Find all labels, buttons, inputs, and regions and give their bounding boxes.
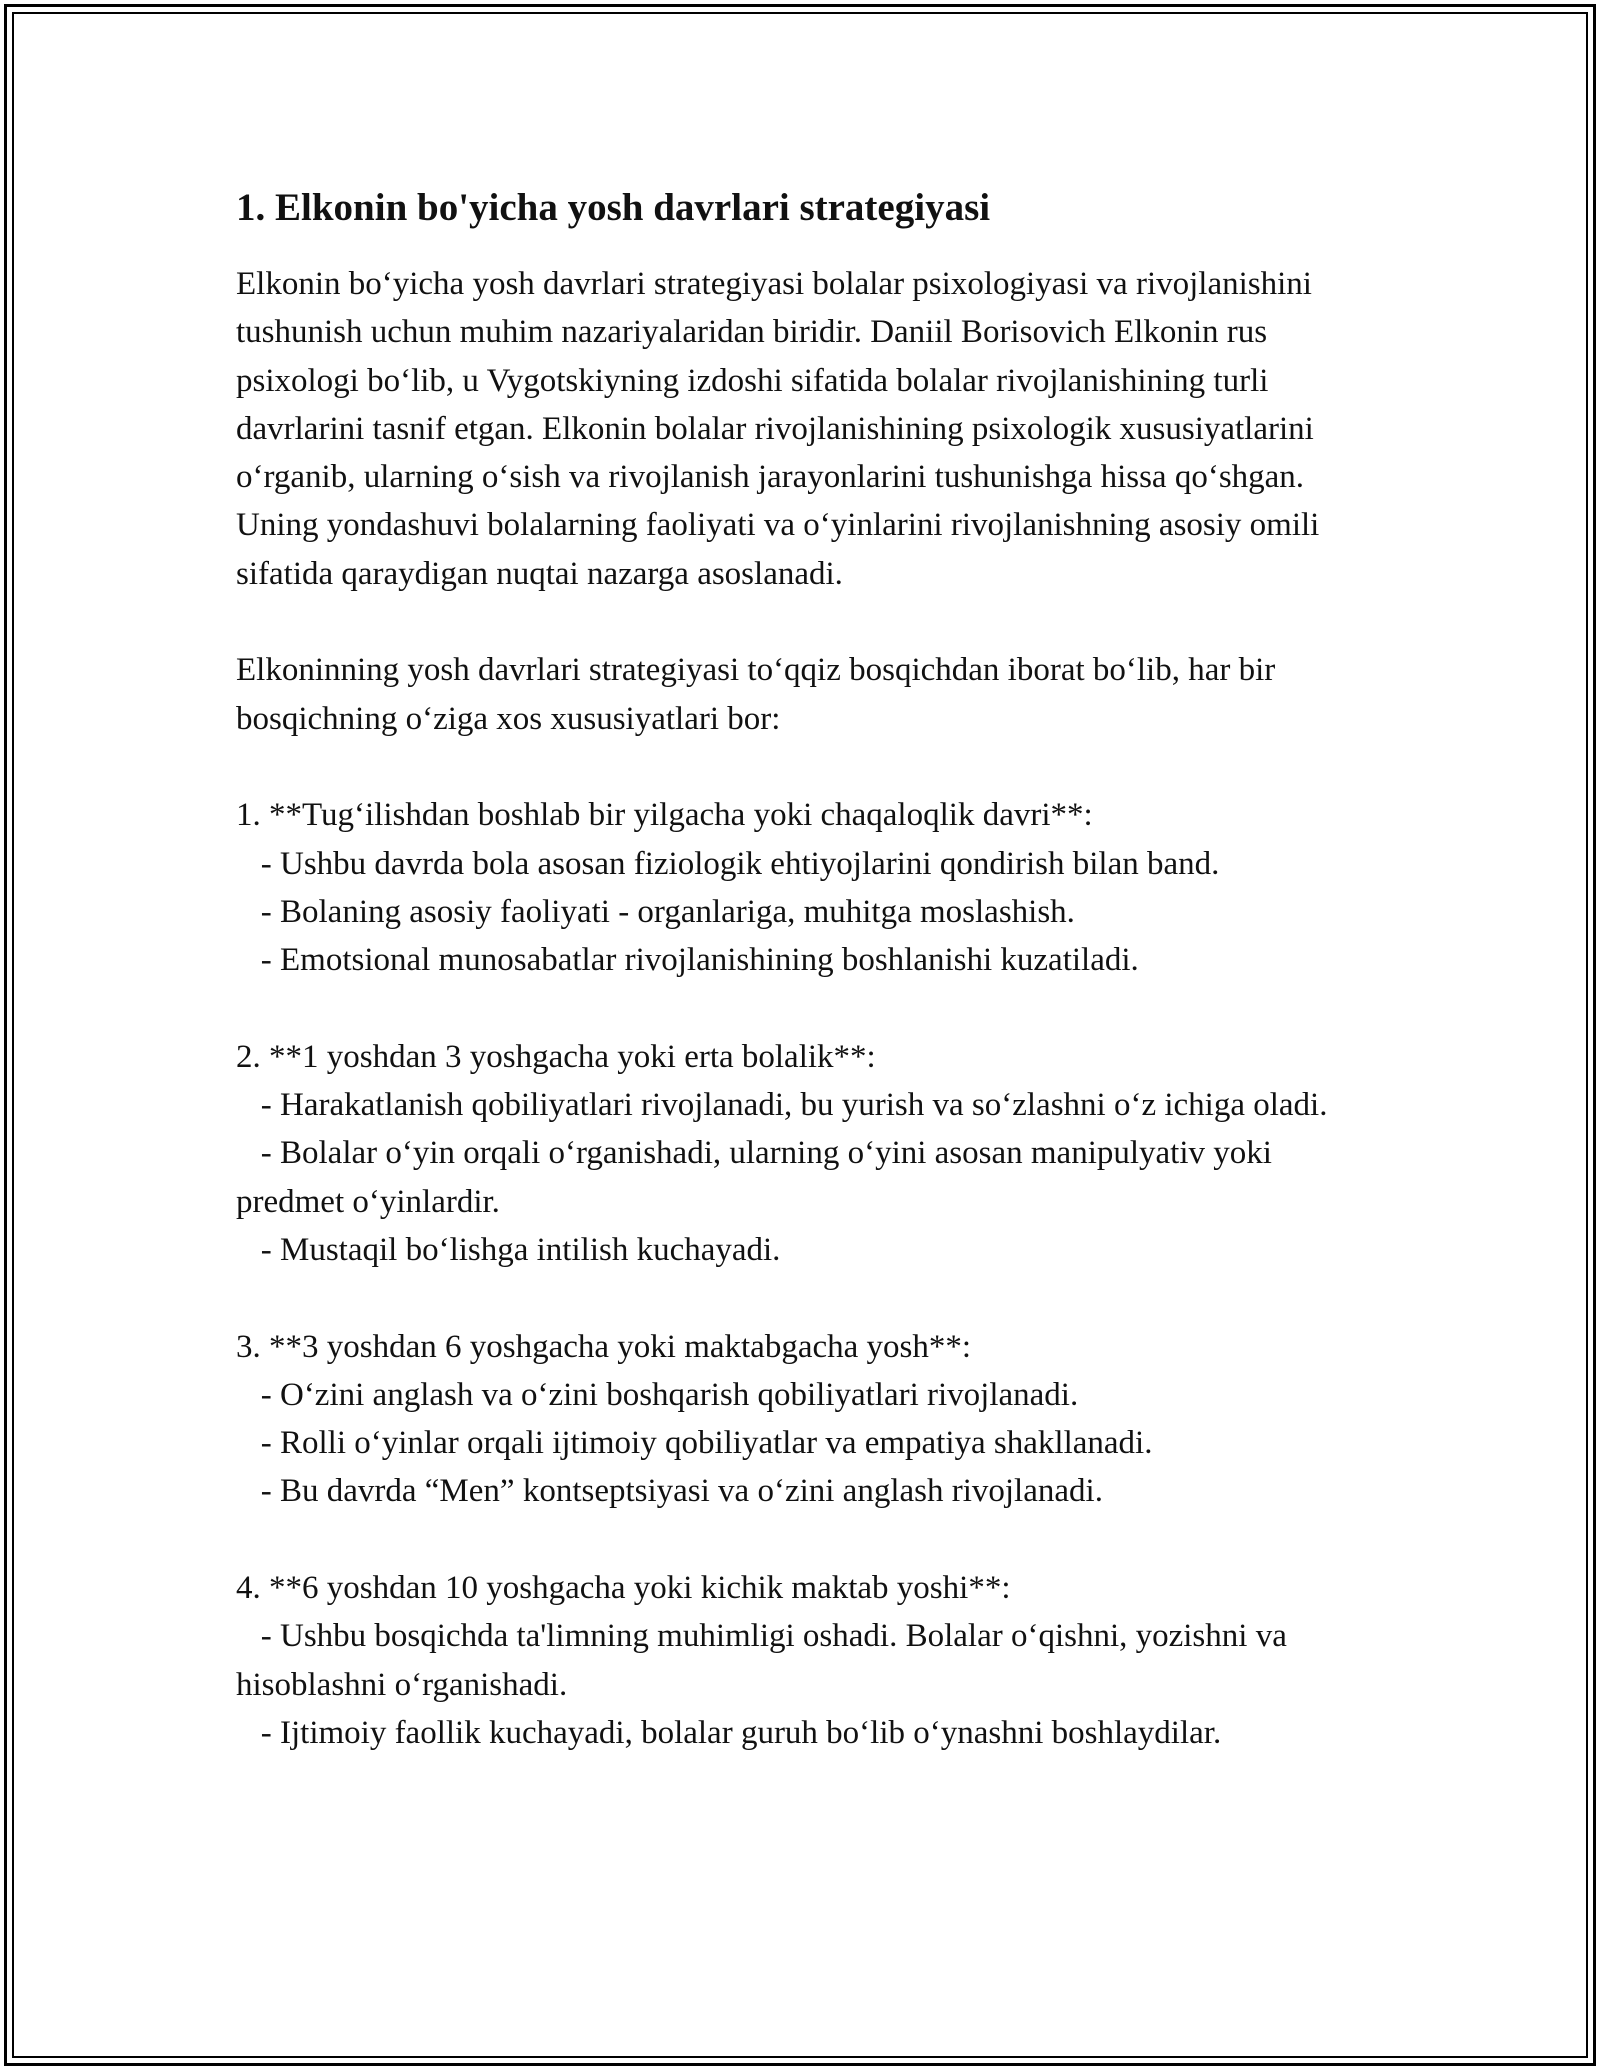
stage-title: 4. **6 yoshdan 10 yoshgacha yoki kichik maktab yoshi**: [236,1570,1011,1607]
stage-2 [236,1033,1386,1274]
stage-bullet: - Ushbu bosqichda ta'limning muhimligi oshadi. Bolalar o‘qishni, yozishni va hisoblashni o‘rganishadi. [236,1618,1296,1703]
stage-1 [236,791,1386,984]
stage-bullet: - Ijtimoiy faollik kuchayadi, bolalar guruh bo‘lib o‘ynashni boshlaydilar. [236,1714,1222,1751]
stage-4 [236,1564,1386,1757]
stage-bullet: - Bolalar o‘yin orqali o‘rganishadi, ularning o‘yini asosan manipulyativ yoki predmet o‘yinlardir. [236,1135,1281,1220]
stage-bullet: - Bu davrda “Men” kontseptsiyasi va o‘zini anglash rivojlanadi. [236,1473,1103,1510]
stage-title: 1. **Tug‘ilishdan boshlab bir yilgacha yoki chaqaloqlik davri**: [236,797,1093,834]
document-body [236,184,1386,1757]
intro-paragraph: Elkonin bo‘yicha yosh davrlari strategiyasi bolalar psixologiyasi va rivojlanishini tushunish uchun muhim nazariyalaridan biridir. Daniil Borisovich Elkonin rus psixologi bo‘lib, u Vygotskiyning izdoshi sifatida bolalar rivojlanishining turli davrlarini tasnif etgan. Elkonin bolalar rivojlanishining psixologik xususiyatlarini o‘rganib, ularning o‘sish va rivojlanish jarayonlarini tushunishga hissa qo‘shgan. Uning yondashuvi bolalarning faoliyati va o‘yinlarini rivojlanishning asosiy omili sifatida qaraydigan nuqtai nazarga asoslanadi. [236,266,1328,592]
stage-bullet: - Harakatlanish qobiliyatlari rivojlanadi, bu yurish va so‘zlashni o‘z ichiga oladi. [236,1087,1328,1124]
stage-bullet: - Rolli o‘yinlar orqali ijtimoiy qobiliyatlar va empatiya shakllanadi. [236,1425,1153,1462]
lead-paragraph: Elkoninning yosh davrlari strategiyasi to‘qqiz bosqichdan iborat bo‘lib, har bir bosqichning o‘ziga xos xususiyatlari bor: [236,652,1284,737]
stage-bullet: - Bolaning asosiy faoliyati - organlariga, muhitga moslashish. [236,893,1075,930]
stage-title: 2. **1 yoshdan 3 yoshgacha yoki erta bolalik**: [236,1038,876,1075]
stage-3 [236,1323,1386,1516]
stage-bullet: - O‘zini anglash va o‘zini boshqarish qobiliyatlari rivojlanadi. [236,1376,1079,1413]
section-heading: 1. Elkonin bo'yicha yosh davrlari strategiyasi [236,186,991,229]
stage-bullet: - Mustaqil bo‘lishga intilish kuchayadi. [236,1231,781,1268]
stage-bullet: - Emotsional munosabatlar rivojlanishining boshlanishi kuzatiladi. [236,942,1139,979]
stage-title: 3. **3 yoshdan 6 yoshgacha yoki maktabgacha yosh**: [236,1328,972,1365]
stage-bullet: - Ushbu davrda bola asosan fiziologik ehtiyojlarini qondirish bilan band. [236,845,1220,882]
